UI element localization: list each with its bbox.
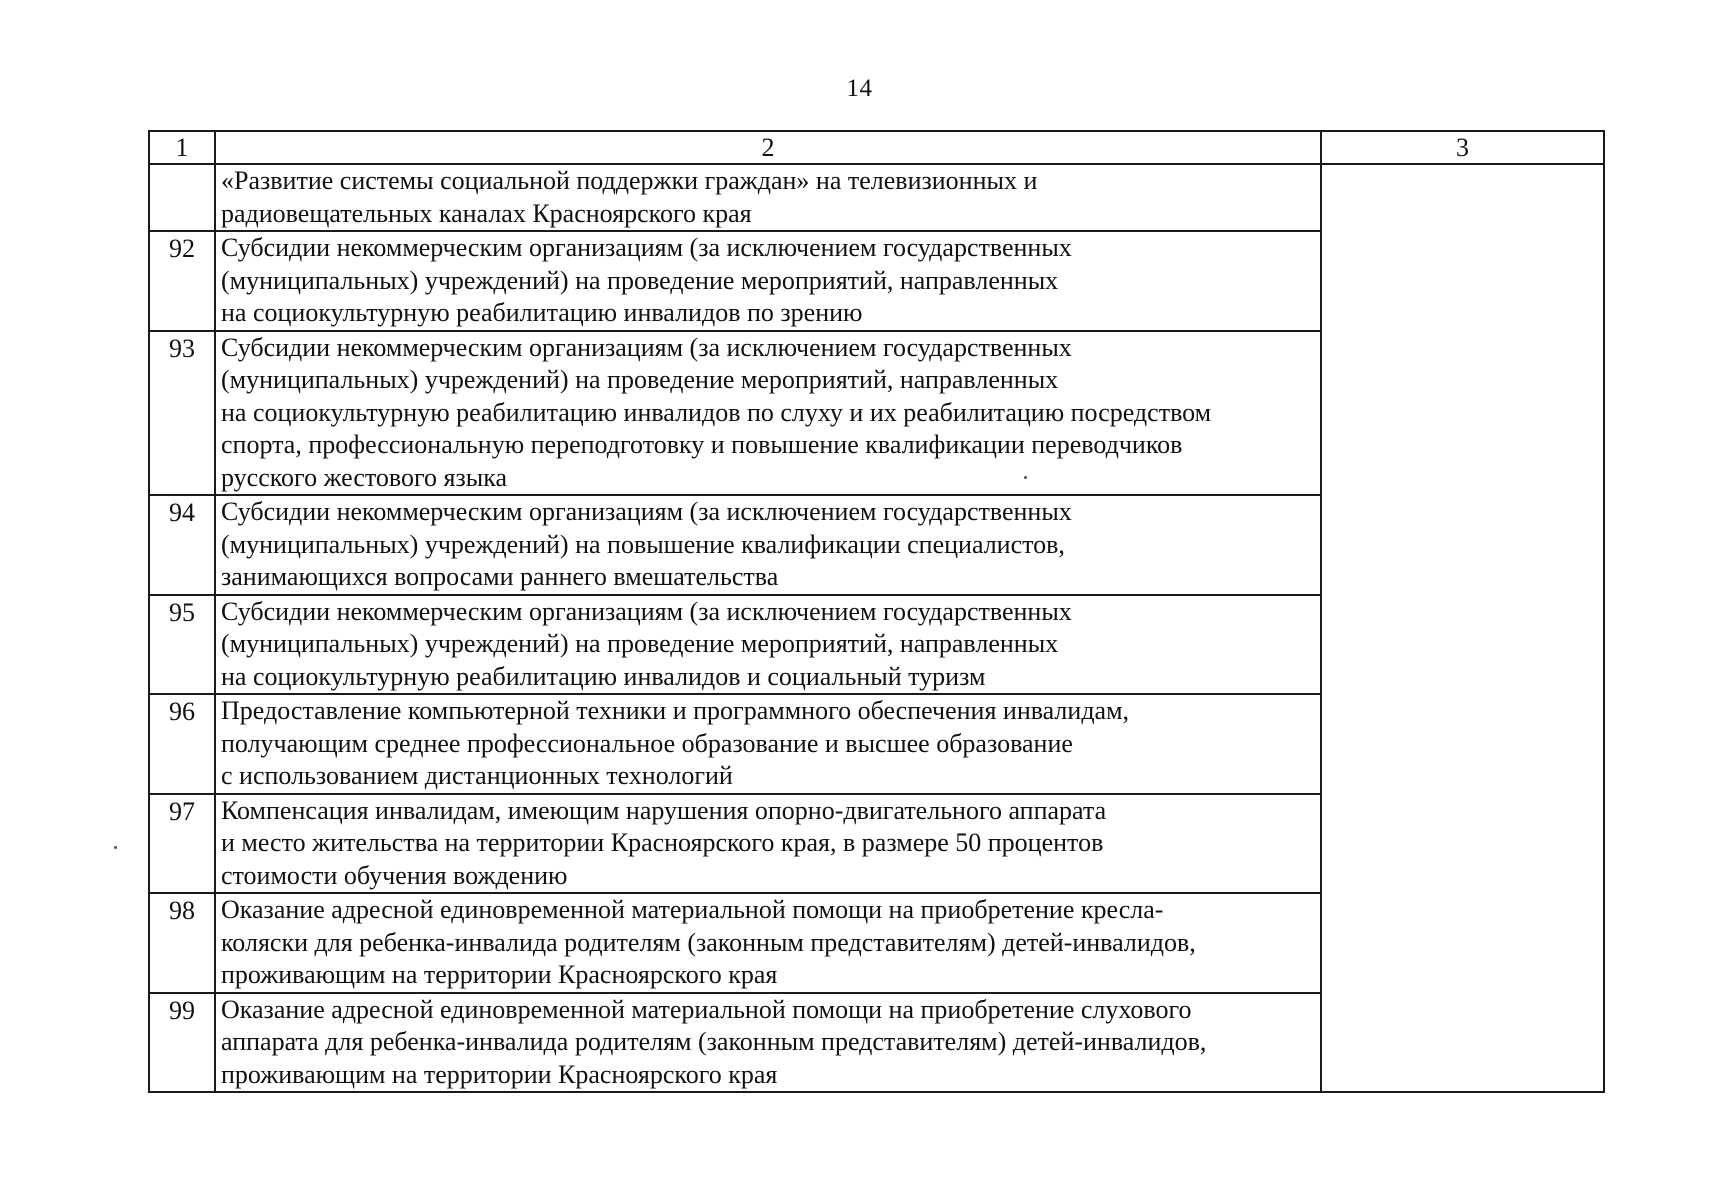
description-line: спорта, профессиональную переподготовку и повышение квалификации переводчиков <box>221 430 1183 459</box>
row-description-cell <box>215 164 1321 231</box>
row-description-cell <box>215 331 1321 496</box>
table-body <box>149 131 1604 1092</box>
description-line: Субсидии некоммерческим организациям (за исключением государственных <box>221 596 1072 626</box>
description-line: Компенсация инвалидам, имеющим нарушения опорно-двигательного аппарата <box>221 795 1107 825</box>
row-number-cell: 92 <box>149 231 215 331</box>
description-line: проживающим на территории Красноярского края <box>221 960 778 989</box>
row-number-cell: 98 <box>149 893 215 993</box>
row-number-cell: 93 <box>149 331 215 496</box>
description-line: Оказание адресной единовременной материальной помощи на приобретение кресла- <box>221 895 1164 924</box>
row-description-cell <box>215 993 1321 1093</box>
row-description-cell <box>215 694 1321 794</box>
table-row <box>149 231 1604 331</box>
description-line: Предоставление компьютерной техники и программного обеспечения инвалидам, <box>221 696 1130 725</box>
column-header-1: 1 <box>149 131 215 164</box>
row-description-cell <box>215 893 1321 993</box>
row-description-cell <box>215 495 1321 595</box>
scan-speck <box>114 846 117 849</box>
row-number-cell: 97 <box>149 794 215 894</box>
row-column-3-cell <box>1321 495 1604 595</box>
description-line: Субсидии некоммерческим организациям (за исключением государственных <box>221 332 1072 362</box>
row-column-3-cell <box>1321 595 1604 695</box>
description-line: Субсидии некоммерческим организациям (за исключением государственных <box>221 497 1072 526</box>
description-line: «Развитие системы социальной поддержки граждан» на телевизионных и <box>221 166 1038 195</box>
row-number-cell: 94 <box>149 495 215 595</box>
table-row <box>149 694 1604 794</box>
column-header-2: 2 <box>215 131 1321 164</box>
table-row <box>149 893 1604 993</box>
table-row <box>149 164 1604 231</box>
description-line: и место жительства на территории Красноярского края, в размере 50 процентов <box>221 828 1104 857</box>
description-line: коляски для ребенка-инвалида родителям (законным представителям) детей-инвалидов, <box>221 927 1196 957</box>
description-line: на социокультурную реабилитацию инвалидов по слуху и их реабилитацию посредством <box>221 397 1212 427</box>
description-line: аппарата для ребенка-инвалида родителям (законным представителям) детей-инвалидов, <box>221 1027 1207 1056</box>
description-line: радиовещательных каналах Красноярского края <box>221 198 752 228</box>
row-column-3-cell <box>1321 164 1604 231</box>
table-header-row <box>149 131 1604 164</box>
description-line: получающим среднее профессиональное образование и высшее образование <box>221 728 1073 758</box>
description-line: проживающим на территории Красноярского края <box>221 1059 778 1089</box>
description-line: занимающихся вопросами раннего вмешательства <box>221 562 779 591</box>
table-row <box>149 794 1604 894</box>
table-row <box>149 495 1604 595</box>
description-line: Оказание адресной единовременной материальной помощи на приобретение слухового <box>221 994 1192 1024</box>
row-column-3-cell <box>1321 794 1604 894</box>
description-line: (муниципальных) учреждений) на проведение мероприятий, направленных <box>221 365 1059 394</box>
row-number-cell <box>149 164 215 231</box>
description-line: (муниципальных) учреждений) на проведение мероприятий, направленных <box>221 629 1059 658</box>
row-column-3-cell <box>1321 331 1604 496</box>
row-column-3-cell <box>1321 893 1604 993</box>
row-column-3-cell <box>1321 231 1604 331</box>
description-line: на социокультурную реабилитацию инвалидов по зрению <box>221 298 863 327</box>
description-line: (муниципальных) учреждений) на повышение квалификации специалистов, <box>221 529 1065 559</box>
row-description-cell <box>215 231 1321 331</box>
row-description-cell <box>215 794 1321 894</box>
row-description-cell <box>215 595 1321 695</box>
row-number-cell: 96 <box>149 694 215 794</box>
document-table <box>148 130 1605 1093</box>
row-column-3-cell <box>1321 993 1604 1093</box>
table-row <box>149 993 1604 1093</box>
description-line: на социокультурную реабилитацию инвалидов и социальный туризм <box>221 661 986 691</box>
table-row <box>149 595 1604 695</box>
description-line: русского жестового языка <box>221 462 508 492</box>
description-line: стоимости обучения вождению <box>221 860 568 890</box>
column-header-3: 3 <box>1321 131 1604 164</box>
page-number: 14 <box>846 75 873 102</box>
row-column-3-cell <box>1321 694 1604 794</box>
description-line: Субсидии некоммерческим организациям (за исключением государственных <box>221 233 1072 262</box>
description-line: (муниципальных) учреждений) на проведение мероприятий, направленных <box>221 265 1059 295</box>
table-row <box>149 331 1604 496</box>
row-number-cell: 95 <box>149 595 215 695</box>
description-line: с использованием дистанционных технологий <box>221 761 733 790</box>
row-number-cell: 99 <box>149 993 215 1093</box>
